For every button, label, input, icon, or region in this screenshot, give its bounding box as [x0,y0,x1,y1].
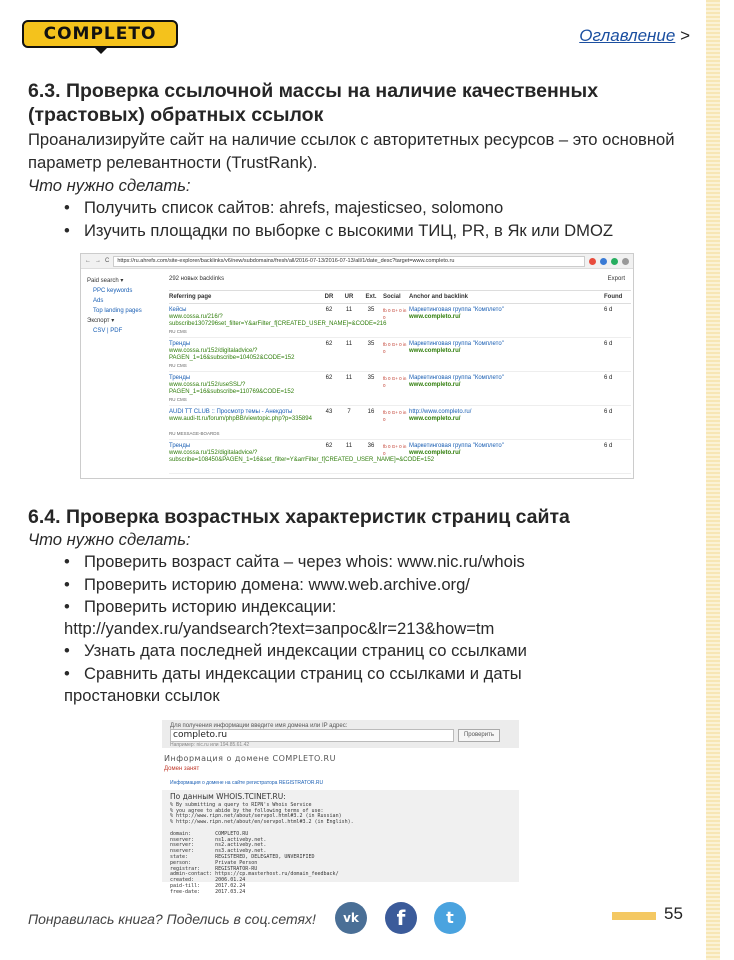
sidebar-link: Top landing pages [93,308,142,314]
extension-icon [600,258,607,265]
list-item-continuation: простановки ссылок [64,686,220,705]
referring-page-url: www.cossa.ru/152/digitaladvice/?PAGEN_1=16&subscribe=104052&CODE=152 [169,348,295,361]
page-tags: RU CMS [169,397,187,402]
vk-icon[interactable]: vk [335,902,367,934]
section-64-list-2 [28,640,734,685]
ur-value: 7 [347,409,351,415]
ext-value: 35 [367,375,375,381]
share-prompt: Понравилась книга? Поделись в соц.сетях! [28,911,316,927]
list-item: • Изучить площадки по выборке с высокими ТИЦ, PR, в Як или DMOZ [64,220,734,243]
whois-line: state: REGISTERED, DELEGATED, UNVERIFIED [170,853,315,860]
found-value: 6 d [604,341,613,347]
page-number-bar [612,912,656,920]
found-value: 6 d [604,409,613,415]
toc-link[interactable]: Оглавление [579,26,676,45]
backlink-url: www.completo.ru/ [409,348,461,354]
whois-check-button: Проверить [458,729,500,742]
section-63-title: 6.3. Проверка ссылочной массы на наличие качественных (трастовых) обратных ссылок [28,80,599,126]
social-counts: fb 0 G+ 0 in 0 [383,444,407,456]
page-tags: RU CMS [169,329,187,334]
referring-page-title: Кейсы [169,307,187,313]
whois-lines [170,803,511,896]
sidebar-link: PPC keywords [93,288,133,294]
section-64-todo-label: Что нужно сделать: [28,530,191,549]
forward-icon: → [95,258,101,264]
table-row [169,406,631,440]
dr-value: 62 [325,443,333,449]
page-number: 55 [664,904,683,923]
referring-page-title: AUDI TT CLUB :: Просмотр темы - Анекдоты [169,409,293,415]
referring-page-url: www.cossa.ru/152/digitaladvice/?subscribe=108450&PAGEN_1=16&set_filter=Y&arrFilter_f[CREATED_USER_NAME]=&CODE=152 [169,450,435,463]
table-row [169,440,631,474]
ur-value: 11 [345,341,353,347]
ext-value: 35 [367,341,375,347]
social-counts: fb 0 G+ 0 in 0 [383,410,407,422]
reload-icon: C [105,258,110,264]
ahrefs-screenshot [80,253,634,479]
social-counts: fb 0 G+ 0 in 0 [383,376,407,388]
referring-page-title: Тренды [169,341,191,347]
table-row [169,304,631,338]
whois-info-title: Информация о домене COMPLETO.RU [164,754,336,763]
logo-text: COMPLETO [43,24,157,44]
dr-value: 62 [325,375,333,381]
whois-line: % By submitting a query to RIPN's Whois Service [170,801,312,808]
export-formats: CSV | PDF [93,328,123,334]
column-header: Ext. [365,294,377,300]
whois-busy: Домен занят [164,766,200,772]
extension-icon [589,258,596,265]
column-header: DR [324,294,334,300]
whois-line: nserver: ns3.activeby.net. [170,848,267,855]
ur-value: 11 [345,307,353,313]
backlink-url: www.completo.ru/ [409,450,461,456]
referring-page-title: Тренды [169,443,191,449]
table-header [169,290,631,304]
completo-logo[interactable] [22,20,178,48]
sidebar-heading: Paid search ▾ [87,278,124,284]
section-63-list [28,197,734,242]
backlinks-table [169,276,631,474]
page-tags: RU CMS [169,363,187,368]
ur-value: 11 [345,443,353,449]
whois-line: nserver: ns1.activeby.net. [170,836,267,843]
whois-line: admin-contact: https://cp.masterhost.ru/domain_feedback/ [170,871,339,878]
list-item: • Узнать дата последней индексации страниц со ссылками [64,640,734,663]
backlinks-count-row [169,276,631,290]
ext-value: 16 [367,409,375,415]
export-button: Export [607,276,625,282]
column-header: Social [383,294,401,300]
social-counts: fb 0 G+ 0 in 0 [383,342,407,354]
facebook-icon[interactable]: f [385,902,417,934]
column-header: Found [604,294,623,300]
whois-line: free-date: 2017.03.24 [170,888,246,895]
ext-value: 35 [367,307,375,313]
whois-data-title: По данным WHOIS.TCINET.RU: [170,792,286,801]
whois-line: created: 2006.01.24 [170,877,246,884]
found-value: 6 d [604,375,613,381]
anchor-text: Маркетинговая группа "Комплето" [409,307,504,313]
ur-value: 11 [345,375,353,381]
whois-line: % you agree to abide by the following terms of use: [170,807,324,814]
sidebar-heading: Экспорт ▾ [87,318,115,324]
browser-toolbar [81,254,633,269]
whois-line: % http://www.ripn.net/about/servpol.html#3.2 (in Russian) [170,813,342,820]
backlink-url: www.completo.ru/ [409,416,461,422]
section-64-list [28,551,734,619]
dr-value: 62 [325,341,333,347]
extension-icon [611,258,618,265]
whois-input: completo.ru [170,729,454,742]
toc-nav [579,26,690,46]
whois-line: nserver: ns2.activeby.net. [170,842,267,849]
ext-value: 36 [367,443,375,449]
list-item: • Сравнить даты индексации страниц со ссылками и даты [64,663,734,686]
column-header: Anchor and backlink [409,294,469,300]
ahrefs-sidebar [87,276,157,336]
index-url: http://yandex.ru/yandsearch?text=запрос&lr=213&how=tm [64,619,495,638]
list-item: • Проверить историю индексации: [64,596,734,619]
whois-registrar-link: Информация о домене на сайте регистратора REGISTRATOR.RU [170,780,324,786]
column-header: UR [344,294,354,300]
backlinks-count: 292 новых backlinks [169,276,225,282]
referring-page-title: Тренды [169,375,191,381]
referring-page-url: www.cossa.ru/216/?subscribe1307296set_filter=Y&arFilter_f[CREATED_USER_NAME]=&CODE=216 [169,314,387,327]
whois-hint: Для получения информации введите имя домена или IP адрес: [170,723,348,729]
whois-line: person: Private Person [170,859,258,866]
section-63-intro: Проанализируйте сайт на наличие ссылок с авторитетных ресурсов – это основной параметр релевантности (TrustRank). [28,130,675,172]
referring-page-url: www.cossa.ru/152/useSSL/?PAGEN_1=16&subscribe=110769&CODE=152 [169,382,295,395]
decorative-side-stripe [706,0,720,960]
dr-value: 43 [325,409,333,415]
anchor-text: Маркетинговая группа "Комплето" [409,443,504,449]
twitter-icon[interactable]: t [434,902,466,934]
social-counts: fb 0 G+ 0 in 0 [383,308,407,320]
toc-arrow: > [680,26,690,45]
whois-sub-hint: Например: nic.ru или 194.85.61.42 [170,742,250,748]
referring-page-url: www.audi-tt.ru/forum/phpBB/viewtopic.php?p=335894 [169,416,312,422]
whois-data [162,790,519,895]
list-item: • Проверить возраст сайта – через whois: www.nic.ru/whois [64,551,734,574]
page-tags: RU MESSAGE-BOARDS [169,431,220,436]
whois-line: paid-till: 2017.02.24 [170,882,246,889]
list-item: • Получить список сайтов: ahrefs, majesticseo, solomono [64,197,734,220]
sidebar-link: Ads [93,298,104,304]
whois-line: domain: COMPLETO.RU [170,830,249,837]
whois-search-box [162,720,519,748]
whois-line: registrar: REGISTRATOR-RU [170,865,258,872]
back-icon: ← [85,258,91,264]
column-header: Referring page [169,294,212,300]
table-body [169,304,631,474]
backlink-url: www.completo.ru/ [409,382,461,388]
found-value: 6 d [604,443,613,449]
table-row [169,338,631,372]
found-value: 6 d [604,307,613,313]
list-item: • Проверить историю домена: www.web.archive.org/ [64,574,734,597]
backlink-url: www.completo.ru/ [409,314,461,320]
anchor-text: Маркетинговая группа "Комплето" [409,375,504,381]
dr-value: 62 [325,307,333,313]
menu-icon [622,258,629,265]
whois-line: % http://www.ripn.net/about/en/servpol.html#3.2 (in English). [170,819,354,826]
section-64-title: 6.4. Проверка возрастных характеристик страниц сайта [28,506,570,528]
table-row [169,372,631,406]
anchor-text: http://www.completo.ru/ [409,409,472,415]
address-bar: https://ru.ahrefs.com/site-explorer/backlinks/v6/new/subdomains/fresh/all/2016-07-13/2016-07-13/all/1/date_desc?target=www.completo.ru [113,256,585,267]
section-63-todo-label: Что нужно сделать: [28,176,191,195]
anchor-text: Маркетинговая группа "Комплето" [409,341,504,347]
whois-screenshot [162,720,519,895]
